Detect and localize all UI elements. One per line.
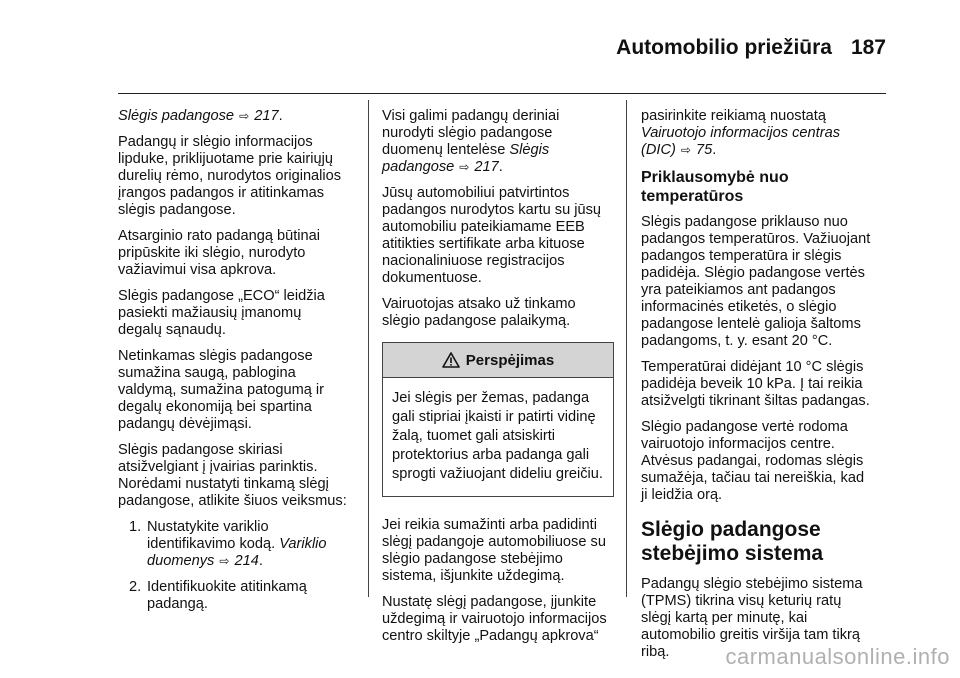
page-ref-icon: ⇨ <box>459 160 470 174</box>
major-heading: Slėgio padangose stebėjimo sistema <box>641 518 824 565</box>
paragraph: Padangų slėgio stebėjimo sistema (TPMS) tikrina visų keturių ratų slėgį kartą per minutę, kai automobilio greitis viršija tam tikrą ribą. <box>641 576 863 660</box>
ref-page: 214 <box>234 553 259 569</box>
column-divider-1 <box>368 100 369 597</box>
paragraph: Slėgis padangose „ECO“ leidžia pasiekti mažiausių įmanomų degalų sąnaudų. <box>118 288 325 338</box>
paragraph: Nustatę slėgį padangose, įjunkite uždegimą ir vairuotojo informacijos centro skiltyje „Padangų apkrova“ <box>382 594 607 644</box>
page-ref-icon: ⇨ <box>680 143 691 157</box>
paragraph: Jei reikia sumažinti arba padidinti slėgį padangoje automobiliuose su slėgio padangose stebėjimo sistema, išjunkite uždegimą. <box>382 517 606 584</box>
column-2 <box>382 108 612 654</box>
paragraph: Temperatūrai didėjant 10 °C slėgis padidėja beveik 10 kPa. Į tai reikia atsižvelgti tikrinant šiltas padangas. <box>641 359 870 409</box>
page-header <box>0 0 960 70</box>
warning-body: Jei slėgis per žemas, padanga gali stipriai įkaisti ir patirti vidinę žalą, tuomet gali atsiskirti protektorius arba padanga gali sprogti važiuojant dideliu greičiu. <box>392 390 603 482</box>
watermark: carmanualsonline.info <box>725 644 950 669</box>
list-item <box>118 519 348 570</box>
paragraph: Slėgis padangose skiriasi atsižvelgiant į įvairias parinktis. Norėdami nustatyti tinkamą slėgį padangose, atlikite šiuos veiksmus: <box>118 442 347 509</box>
cross-reference[interactable]: Variklio duomenys ⇨ 214. <box>147 536 327 569</box>
paragraph: Slėgis padangose priklauso nuo padangos temperatūros. Važiuojant padangos temperatūra ir slėgis padidėja. Slėgio padangose vertės yra pateikiamos ant padangos informacinės etiketės, o slėgio padangose lentelė galioja šaltoms padangoms, t. y. esant 20 °C. <box>641 214 871 349</box>
paragraph <box>641 108 871 159</box>
ref-page: 217 <box>474 159 499 175</box>
warning-box <box>382 342 614 497</box>
cross-reference[interactable]: Slėgis padangose ⇨ 217. <box>118 108 283 124</box>
page-number: 187 <box>850 36 886 59</box>
paragraph: Netinkamas slėgis padangose sumažina saugą, pablogina valdymą, sumažina patogumą ir degalų ekonomiją bei spartina padangų dėvėjimąsi. <box>118 348 325 432</box>
list-item <box>118 579 348 613</box>
ref-text: Vairuotojo informacijos centras (DIC) <box>641 125 840 158</box>
warning-triangle-icon <box>442 352 460 368</box>
paragraph: Slėgio padangose vertė rodoma vairuotojo informacijos centre. Atvėsus padangai, rodomas slėgis sumažėja, tačiau tai nereiškia, kad ji leidžia orą. <box>641 419 865 503</box>
header-rule <box>118 93 886 94</box>
ref-page: 217 <box>254 108 279 124</box>
paragraph: Jūsų automobiliui patvirtintos padangos nurodytos kartu su jūsų automobiliu pateikiamame EEB atitikties sertifikate arba kituose nacionaliniuose registracijos dokumentuose. <box>382 185 602 286</box>
paragraph: Atsarginio rato padangą būtinai pripūskite iki slėgio, nurodyto važiavimui visa apkrova. <box>118 228 321 278</box>
column-3 <box>641 108 871 670</box>
ref-text: Slėgis padangose <box>118 108 235 124</box>
step-number: 1. <box>129 519 142 535</box>
paragraph <box>382 108 612 176</box>
paragraph-text: Visi galimi padangų deriniai nurodyti slėgio padangose duomenų lentelėse <box>382 108 560 158</box>
column-1 <box>118 108 348 622</box>
page-ref-icon: ⇨ <box>219 554 230 568</box>
page-ref-icon: ⇨ <box>239 109 250 123</box>
cross-reference[interactable]: Vairuotojo informacijos centras (DIC) ⇨ 75. <box>641 125 840 158</box>
cross-reference[interactable]: Slėgis padangose ⇨ 217. <box>382 142 550 175</box>
step-number: 2. <box>129 579 142 595</box>
column-divider-2 <box>626 100 627 597</box>
ref-page: 75 <box>696 142 713 158</box>
paragraph: Padangų ir slėgio informacijos lipduke, priklijuotame prie kairiųjų durelių rėmo, nurodytos originalios įrangos padangos ir atitinkamas slėgis padangose. <box>118 134 342 218</box>
warning-title: Perspėjimas <box>465 351 555 369</box>
ref-text: Slėgis padangose <box>382 142 550 175</box>
page-title: Automobilio priežiūra <box>616 36 832 59</box>
step-text: Identifikuokite atitinkamą padangą. <box>147 579 307 612</box>
ref-text: Variklio duomenys <box>147 536 327 569</box>
warning-header <box>383 343 613 378</box>
steps-list <box>118 519 348 613</box>
section-heading: Priklausomybė nuo temperatūros <box>641 169 789 205</box>
paragraph-text: pasirinkite reikiamą nuostatą <box>641 108 826 124</box>
paragraph: Vairuotojas atsako už tinkamo slėgio padangose palaikymą. <box>382 296 576 329</box>
step-text: Nustatykite variklio identifikavimo kodą. <box>147 519 276 552</box>
